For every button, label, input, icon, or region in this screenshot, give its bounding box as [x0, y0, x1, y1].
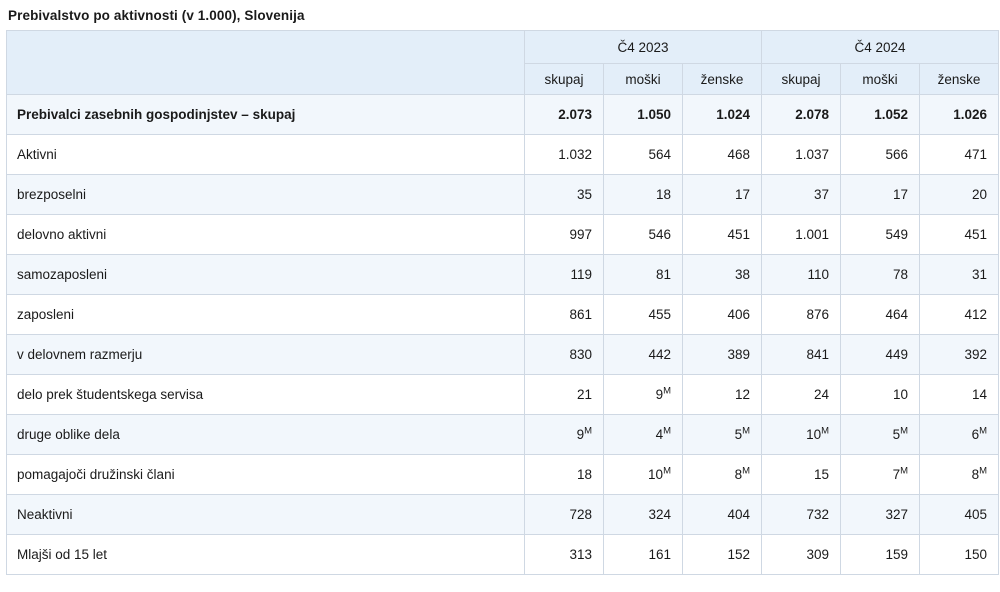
value-text: 1.001	[795, 227, 830, 242]
value-text: 5	[734, 427, 743, 442]
header-period-1: Č4 2024	[762, 31, 999, 64]
row-value	[920, 535, 999, 575]
quality-flag: M	[663, 425, 671, 437]
row-value	[762, 135, 841, 175]
value-text: 150	[964, 547, 988, 562]
row-value	[604, 375, 683, 415]
row-value	[683, 215, 762, 255]
value-text: 1.032	[558, 147, 592, 162]
row-value	[920, 495, 999, 535]
value-text: 10	[648, 467, 664, 482]
value-text: 861	[569, 307, 592, 322]
row-value	[762, 375, 841, 415]
value-text: 728	[569, 507, 592, 522]
quality-flag: M	[900, 465, 909, 477]
row-value	[604, 535, 683, 575]
table-row	[7, 415, 999, 455]
row-value	[841, 455, 920, 495]
quality-flag: M	[663, 385, 671, 397]
row-value	[841, 215, 920, 255]
table-row	[7, 135, 999, 175]
row-value	[841, 175, 920, 215]
table-row	[7, 255, 999, 295]
row-value	[762, 175, 841, 215]
row-value	[762, 455, 841, 495]
value-text: 468	[727, 147, 751, 162]
row-value	[604, 415, 683, 455]
header-sub-1: moški	[604, 64, 683, 95]
row-value	[683, 95, 762, 135]
row-value	[762, 335, 841, 375]
value-text: 110	[807, 267, 830, 282]
row-value	[920, 215, 999, 255]
value-text: 404	[727, 507, 751, 522]
value-text: 546	[648, 227, 671, 242]
row-value	[920, 455, 999, 495]
row-value	[841, 335, 920, 375]
header-corner-cell	[7, 31, 525, 95]
quality-flag: M	[742, 425, 751, 437]
header-period-0: Č4 2023	[525, 31, 762, 64]
value-text: 10	[806, 427, 822, 442]
value-text: 9	[576, 427, 585, 442]
row-value	[525, 415, 604, 455]
row-value	[683, 335, 762, 375]
quality-flag: M	[979, 425, 988, 437]
value-text: 451	[727, 227, 751, 242]
row-value	[841, 375, 920, 415]
value-text: 37	[813, 187, 830, 202]
value-text: 406	[727, 307, 751, 322]
value-text: 7	[892, 467, 901, 482]
table-row	[7, 215, 999, 255]
row-value	[604, 215, 683, 255]
value-text: 841	[806, 347, 830, 362]
header-sub-4: moški	[841, 64, 920, 95]
quality-flag: M	[979, 465, 988, 477]
value-text: 6	[971, 427, 980, 442]
quality-flag: M	[900, 425, 909, 437]
value-text: 161	[648, 547, 671, 562]
value-text: 20	[972, 187, 988, 202]
row-value	[604, 255, 683, 295]
row-label: delovno aktivni	[7, 215, 525, 255]
row-value	[762, 255, 841, 295]
value-text: 2.078	[795, 107, 830, 122]
row-label: zaposleni	[7, 295, 525, 335]
page-title: Prebivalstvo po aktivnosti (v 1.000), Slovenija	[8, 8, 305, 23]
value-text: 327	[885, 507, 909, 522]
value-text: 309	[806, 547, 830, 562]
value-text: 78	[892, 267, 909, 282]
row-value	[525, 95, 604, 135]
row-value	[920, 295, 999, 335]
row-value	[841, 255, 920, 295]
value-text: 1.052	[874, 107, 909, 122]
value-text: 392	[964, 347, 988, 362]
value-text: 1.050	[637, 107, 671, 122]
value-text: 17	[734, 187, 751, 202]
row-value	[604, 95, 683, 135]
header-sub-0: skupaj	[525, 64, 604, 95]
value-text: 471	[964, 147, 988, 162]
row-value	[841, 535, 920, 575]
row-value	[604, 455, 683, 495]
table-row	[7, 495, 999, 535]
value-text: 549	[885, 227, 909, 242]
row-value	[525, 375, 604, 415]
row-value	[920, 135, 999, 175]
row-label: v delovnem razmerju	[7, 335, 525, 375]
value-text: 564	[648, 147, 671, 162]
row-value	[525, 455, 604, 495]
row-value	[525, 255, 604, 295]
row-value	[683, 175, 762, 215]
row-value	[525, 535, 604, 575]
row-label: samozaposleni	[7, 255, 525, 295]
value-text: 38	[734, 267, 751, 282]
value-text: 442	[648, 347, 671, 362]
value-text: 81	[655, 267, 671, 282]
row-value	[525, 335, 604, 375]
table-header	[7, 31, 999, 95]
row-value	[920, 175, 999, 215]
row-label: druge oblike dela	[7, 415, 525, 455]
row-value	[525, 295, 604, 335]
row-value	[762, 295, 841, 335]
value-text: 9	[655, 387, 664, 402]
value-text: 997	[569, 227, 592, 242]
row-label: Aktivni	[7, 135, 525, 175]
quality-flag: M	[742, 465, 751, 477]
table-row	[7, 295, 999, 335]
row-value	[762, 215, 841, 255]
row-value	[683, 255, 762, 295]
row-value	[683, 535, 762, 575]
row-value	[683, 495, 762, 535]
row-value	[841, 415, 920, 455]
table-row	[7, 335, 999, 375]
value-text: 1.026	[953, 107, 988, 122]
row-label: Neaktivni	[7, 495, 525, 535]
value-text: 2.073	[558, 107, 592, 122]
value-text: 455	[648, 307, 671, 322]
value-text: 389	[727, 347, 751, 362]
value-text: 451	[964, 227, 988, 242]
row-value	[683, 295, 762, 335]
quality-flag: M	[821, 425, 830, 437]
row-value	[525, 135, 604, 175]
row-value	[683, 135, 762, 175]
table-body	[7, 95, 999, 575]
row-value	[683, 415, 762, 455]
value-text: 31	[972, 267, 988, 282]
value-text: 35	[576, 187, 592, 202]
table-row	[7, 95, 999, 135]
row-value	[525, 495, 604, 535]
value-text: 119	[570, 267, 592, 282]
value-text: 10	[892, 387, 909, 402]
row-label: Prebivalci zasebnih gospodinjstev – skupaj	[7, 95, 525, 135]
population-activity-table	[6, 30, 999, 575]
value-text: 449	[885, 347, 909, 362]
value-text: 5	[892, 427, 901, 442]
value-text: 1.024	[716, 107, 751, 122]
quality-flag: M	[663, 465, 671, 477]
row-value	[604, 175, 683, 215]
header-sub-2: ženske	[683, 64, 762, 95]
row-value	[604, 295, 683, 335]
table-row	[7, 535, 999, 575]
row-value	[525, 215, 604, 255]
value-text: 21	[576, 387, 592, 402]
row-value	[604, 335, 683, 375]
value-text: 17	[892, 187, 909, 202]
value-text: 18	[576, 467, 592, 482]
row-value	[762, 415, 841, 455]
value-text: 876	[806, 307, 830, 322]
value-text: 8	[971, 467, 980, 482]
row-value	[920, 415, 999, 455]
header-sub-5: ženske	[920, 64, 999, 95]
value-text: 405	[964, 507, 988, 522]
row-value	[604, 135, 683, 175]
row-value	[920, 255, 999, 295]
value-text: 18	[655, 187, 671, 202]
quality-flag: M	[584, 425, 592, 437]
value-text: 830	[569, 347, 592, 362]
row-value	[762, 535, 841, 575]
value-text: 12	[734, 387, 751, 402]
table-row	[7, 375, 999, 415]
row-label: pomagajoči družinski člani	[7, 455, 525, 495]
value-text: 566	[885, 147, 909, 162]
row-value	[762, 495, 841, 535]
row-value	[525, 175, 604, 215]
row-value	[920, 375, 999, 415]
value-text: 24	[813, 387, 830, 402]
value-text: 1.037	[795, 147, 830, 162]
table-row	[7, 175, 999, 215]
value-text: 152	[727, 547, 751, 562]
row-value	[841, 295, 920, 335]
row-label: delo prek študentskega servisa	[7, 375, 525, 415]
value-text: 324	[648, 507, 671, 522]
value-text: 14	[972, 387, 988, 402]
value-text: 464	[885, 307, 909, 322]
value-text: 313	[569, 547, 592, 562]
row-value	[841, 135, 920, 175]
row-value	[841, 495, 920, 535]
row-value	[683, 455, 762, 495]
value-text: 159	[885, 547, 909, 562]
value-text: 15	[813, 467, 830, 482]
value-text: 8	[734, 467, 743, 482]
row-value	[683, 375, 762, 415]
table-row	[7, 455, 999, 495]
value-text: 412	[964, 307, 988, 322]
row-label: Mlajši od 15 let	[7, 535, 525, 575]
row-value	[604, 495, 683, 535]
row-value	[920, 95, 999, 135]
row-label: brezposelni	[7, 175, 525, 215]
value-text: 4	[655, 427, 664, 442]
header-row-periods	[7, 31, 999, 64]
header-sub-3: skupaj	[762, 64, 841, 95]
value-text: 732	[806, 507, 830, 522]
row-value	[920, 335, 999, 375]
row-value	[762, 95, 841, 135]
row-value	[841, 95, 920, 135]
